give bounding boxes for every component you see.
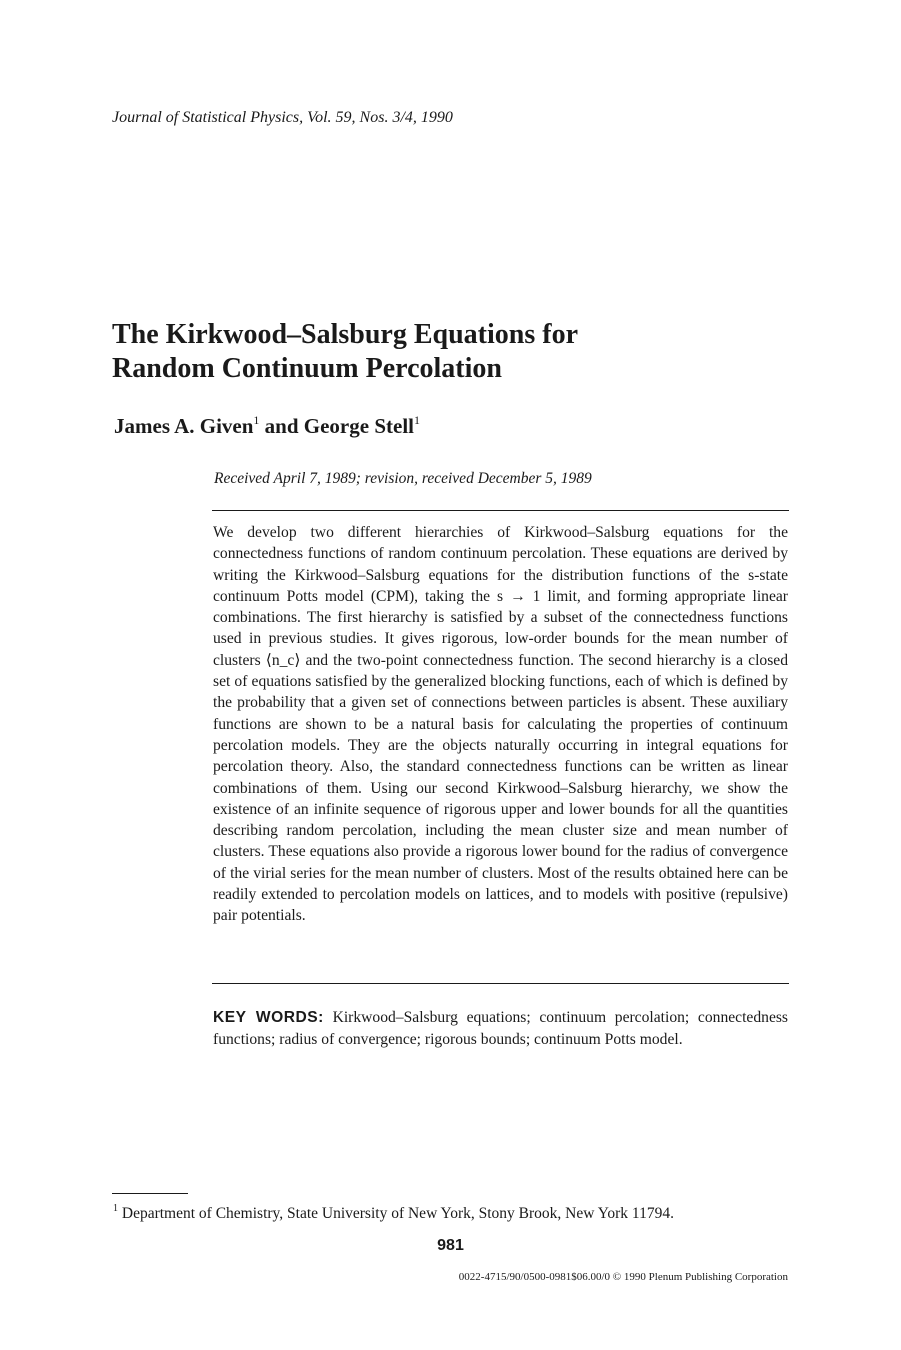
footnote-mark: 1: [113, 1203, 118, 1214]
copyright-line: 0022-4715/90/0500-0981$06.00/0 © 1990 Plenum Publishing Corporation: [458, 1271, 788, 1283]
author-list: [114, 414, 420, 439]
received-dates: Received April 7, 1989; revision, received December 5, 1989: [214, 470, 592, 487]
author-1: James A. Given: [114, 414, 254, 438]
author-1-affiliation-mark: 1: [253, 413, 260, 427]
abstract-bottom-rule: [212, 983, 789, 984]
title-line-2: Random Continuum Percolation: [112, 353, 502, 384]
author-conjunction: and: [259, 414, 304, 438]
footnote-text: Department of Chemistry, State University of New York, Stony Brook, New York 11794.: [118, 1205, 674, 1222]
paper-title: [112, 318, 578, 386]
journal-citation: Journal of Statistical Physics, Vol. 59, Nos. 3/4, 1990: [112, 109, 453, 126]
abstract-top-rule: [212, 510, 789, 511]
footnote-rule: [112, 1193, 188, 1194]
abstract: We develop two different hierarchies of Kirkwood–Salsburg equations for the connectedness functions of random continuum percolation. These equations are derived by writing the Kirkwood–Salsburg equations for the distribution functions of the s-state continuum Potts model (CPM), taking the s → 1 limit, and forming appropriate linear combinations. The first hierarchy is satisfied by a subset of the connectedness functions used in previous studies. It gives rigorous, low-order bounds for the mean number of clusters ⟨n_c⟩ and the two-point connectedness function. The second hierarchy is a closed set of equations satisfied by the generalized blocking functions, each of which is defined by the probability that a given set of connections between particles is absent. These auxiliary functions are shown to be a natural basis for calculating the properties of continuum percolation models. They are the objects naturally occurring in integral equations for percolation theory. Also, the standard connectedness functions can be written as linear combinations of them. Using our second Kirkwood–Salsburg hierarchy, we show the existence of an infinite sequence of rigorous upper and lower bounds for all the quantities describing random percolation, including the mean cluster size and mean number of clusters. These equations also provide a rigorous lower bound for the radius of convergence of the virial series for the mean number of clusters. Most of the results obtained here can be readily extended to percolation models on lattices, and to models with positive (repulsive) pair potentials.: [213, 524, 788, 925]
affiliation-footnote: [113, 1205, 674, 1223]
page-number: 981: [437, 1237, 464, 1254]
author-2-affiliation-mark: 1: [414, 413, 420, 427]
keywords: [213, 1007, 792, 1050]
title-line-1: The Kirkwood–Salsburg Equations for: [112, 319, 578, 350]
keywords-text: Kirkwood–Salsburg equations; continuum percolation; connectedness functions; radius of convergence; rigorous bounds; continuum Potts model.: [213, 1009, 792, 1048]
keywords-label: KEY WORDS:: [213, 1009, 324, 1026]
author-2: George Stell: [303, 414, 414, 438]
